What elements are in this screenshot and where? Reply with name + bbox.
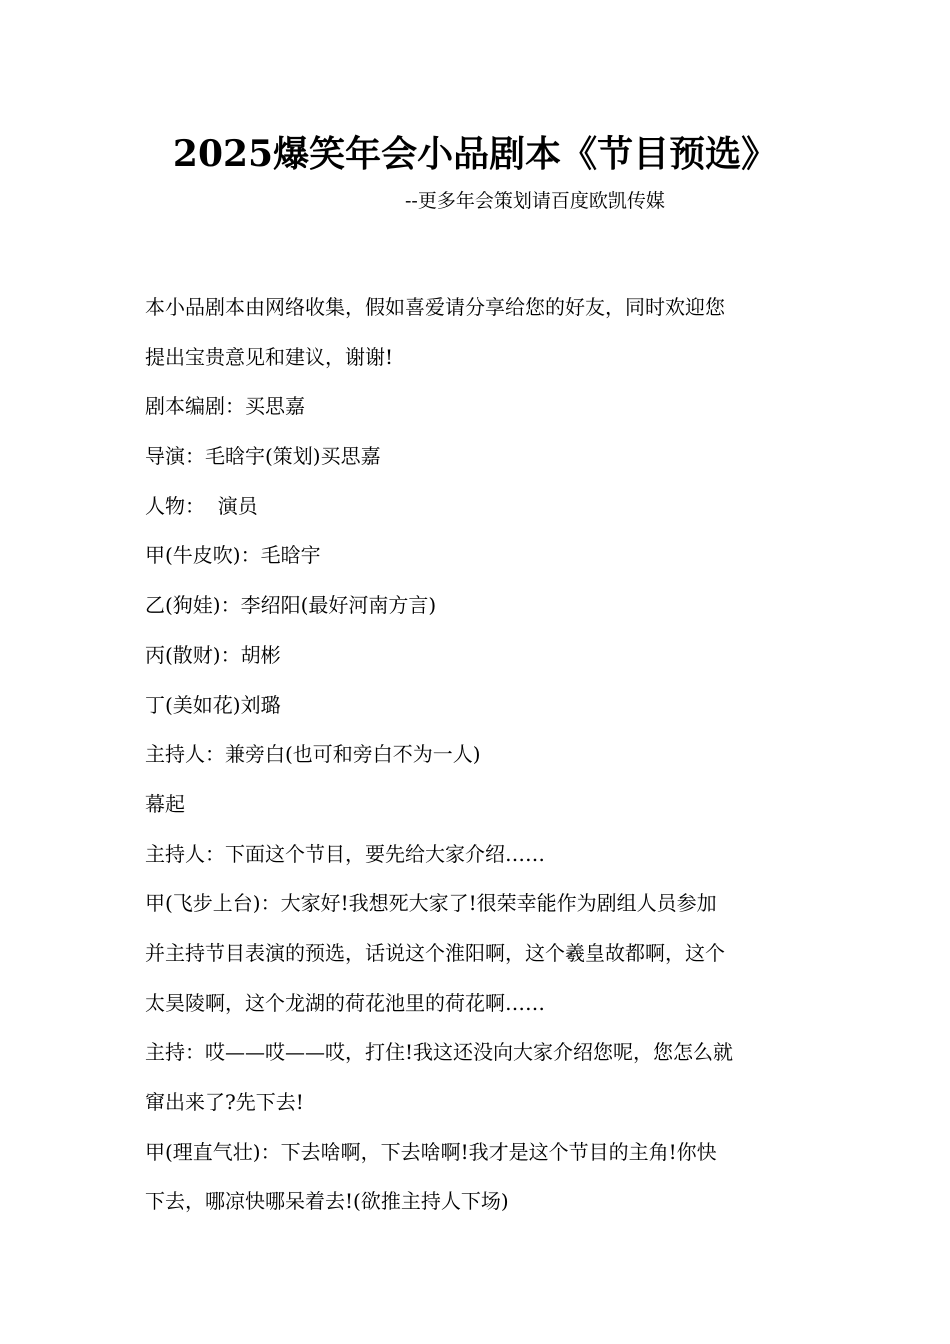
script-body (145, 283, 815, 1227)
body-line: 太昊陵啊，这个龙湖的荷花池里的荷花啊…… (145, 990, 545, 1015)
body-line: 剧本编剧：买思嘉 (145, 394, 305, 419)
body-line: 提出宝贵意见和建议，谢谢! (145, 344, 394, 369)
document-subtitle: --更多年会策划请百度欧凯传媒 (405, 190, 665, 212)
body-line: 主持：哎——哎——哎，打住!我这还没向大家介绍您呢，您怎么就 (145, 1040, 734, 1065)
body-line: 主持人：兼旁白(也可和旁白不为一人) (145, 742, 481, 767)
body-line: 导演：毛晗宇(策划)买思嘉 (145, 444, 381, 469)
body-line: 丙(散财)：胡彬 (145, 642, 281, 667)
body-line: 人物： 演员 (145, 493, 258, 518)
body-line: 甲(理直气壮)：下去啥啊，下去啥啊!我才是这个节目的主角!你快 (145, 1139, 717, 1164)
body-line: 幕起 (145, 791, 185, 816)
body-line: 甲(牛皮吹)：毛晗宇 (145, 543, 321, 568)
body-line: 主持人：下面这个节目，要先给大家介绍…… (145, 841, 545, 866)
body-line: 本小品剧本由网络收集，假如喜爱请分享给您的好友，同时欢迎您 (145, 295, 725, 319)
body-line: 丁(美如花)刘璐 (145, 692, 281, 717)
document-title: 2025爆笑年会小品剧本《节目预选》 (172, 133, 778, 175)
body-line: 窜出来了?先下去! (145, 1090, 304, 1114)
body-line: 下去，哪凉快哪呆着去!(欲推主持人下场) (145, 1189, 509, 1214)
body-line: 甲(飞步上台)：大家好!我想死大家了!很荣幸能作为剧组人员参加 (145, 891, 717, 916)
body-line: 乙(狗娃)：李绍阳(最好河南方言) (145, 593, 437, 618)
body-line: 并主持节目表演的预选，话说这个淮阳啊，这个羲皇故都啊，这个 (145, 940, 725, 965)
